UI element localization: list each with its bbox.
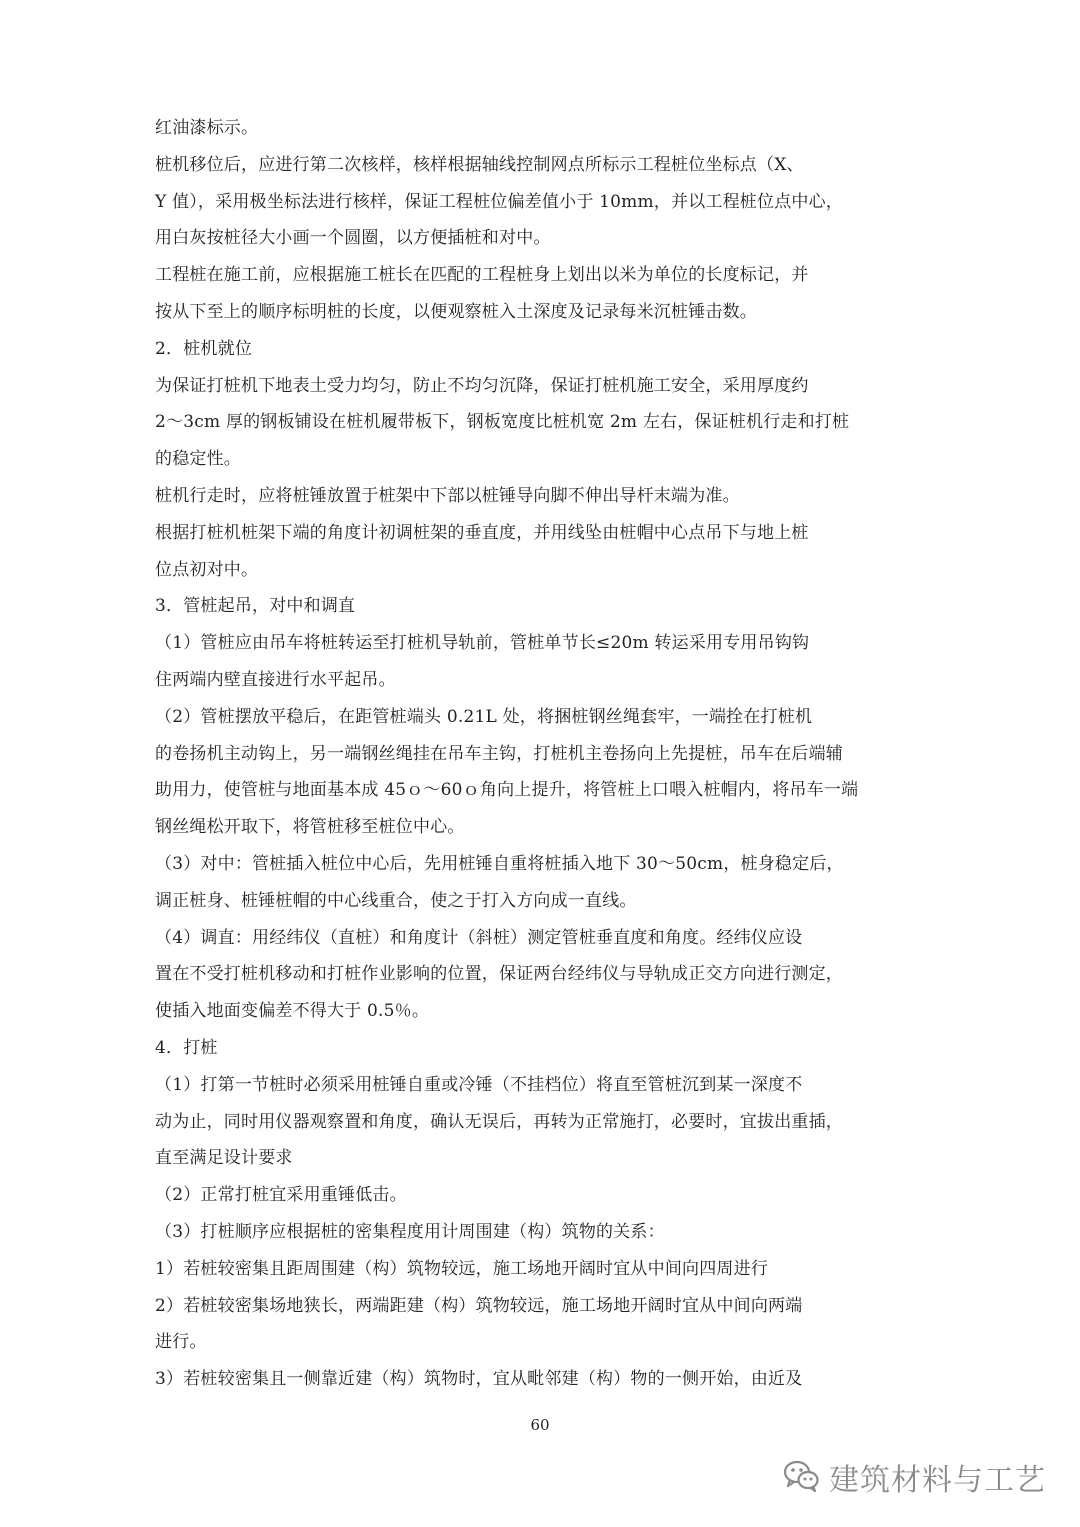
text-line: 桩机行走时，应将桩锤放置于桩架中下部以桩锤导向脚不伸出导杆末端为准。 [155,485,740,506]
watermark-text: 建筑材料与工艺 [829,1463,1046,1498]
text-line: 桩机移位后，应进行第二次核样，核样根据轴线控制网点所标示工程桩位坐标点（X、 [155,154,804,175]
text-line: （3）打桩顺序应根据桩的密集程度用计周围建（构）筑物的关系： [155,1221,665,1242]
text-line: 助用力，使管桩与地面基本成 45ｏ～60ｏ角向上提升，将管桩上口喂入桩帽内，将吊车一端 [155,780,859,801]
text-line: 进行。 [155,1332,207,1353]
text-line: 用白灰按桩径大小画一个圆圈，以方便插桩和对中。 [155,228,551,249]
section-heading: 4．打桩 [155,1037,218,1058]
section-heading: 3．管桩起吊，对中和调直 [155,596,356,617]
page-number: 60 [530,1416,550,1434]
text-line: （3）对中：管桩插入桩位中心后，先用桩锤自重将桩插入地下 30～50cm，桩身稳定后， [155,853,844,874]
text-line: 的卷扬机主动钩上，另一端钢丝绳挂在吊车主钩，打桩机主卷扬向上先提桩，吊车在后端辅 [155,743,843,764]
text-line: 按从下至上的顺序标明桩的长度，以便观察桩入土深度及记录每米沉桩锤击数。 [155,301,757,322]
text-line: （2）管桩摆放平稳后，在距管桩端头 0.21L 处，将捆桩钢丝绳套牢，一端拴在打桩机 [155,706,813,727]
text-line: （1）打第一节桩时必须采用桩锤自重或冷锤（不挂档位）将直至管桩沉到某一深度不 [155,1074,803,1095]
text-line: 为保证打桩机下地表土受力均匀，防止不均匀沉降，保证打桩机施工安全，采用厚度约 [155,375,809,396]
text-line: 使插入地面变偏差不得大于 0.5％。 [155,1001,430,1022]
text-line: 红油漆标示。 [155,118,259,138]
text-line: 工程桩在施工前，应根据施工桩长在匹配的工程桩身上划出以米为单位的长度标记，并 [155,265,809,286]
text-line: 1）若桩较密集且距周围建（构）筑物较远，施工场地开阔时宜从中间向四周进行 [155,1258,769,1279]
text-line: 3）若桩较密集且一侧靠近建（构）筑物时，宜从毗邻建（构）物的一侧开始，由近及 [155,1369,803,1390]
text-line: 2）若桩较密集场地狭长，两端距建（构）筑物较远，施工场地开阔时宜从中间向两端 [155,1295,803,1316]
section-heading: 2．桩机就位 [155,338,253,359]
text-line: 动为止，同时用仪器观察置和角度，确认无误后，再转为正常施打，必要时，宜拔出重插， [155,1111,843,1132]
text-line: 的稳定性。 [155,449,241,470]
text-line: 直至满足设计要求 [155,1148,293,1169]
text-line: 钢丝绳松开取下，将管桩移至桩位中心。 [155,817,465,838]
watermark [781,1455,1046,1499]
text-line: （1）管桩应由吊车将桩转运至打桩机导轨前，管桩单节长≤20m 转运采用专用吊钩钩 [155,633,810,654]
text-line: 置在不受打桩机移动和打桩作业影响的位置，保证两台经纬仪与导轨成正交方向进行测定， [155,964,843,985]
text-line: Y 值），采用极坐标法进行核样，保证工程桩位偏差值小于 10mm，并以工程桩位点中心， [155,191,844,212]
text-line: （2）正常打桩宜采用重锤低击。 [155,1185,407,1206]
text-line: 位点初对中。 [155,559,259,580]
wechat-icon [781,1455,829,1499]
text-line: 2～3cm 厚的钢板铺设在桩机履带板下，钢板宽度比桩机宽 2m 左右，保证桩机行走和打桩 [155,412,850,433]
text-line: 根据打桩机桩架下端的角度计初调桩架的垂直度，并用线坠由桩帽中心点吊下与地上桩 [155,522,809,543]
text-line: 住两端内壁直接进行水平起吊。 [155,669,396,690]
text-line: 调正桩身、桩锤桩帽的中心线重合，使之于打入方向成一直线。 [155,890,637,911]
document-body [155,110,935,1398]
text-line: （4）调直：用经纬仪（直桩）和角度计（斜桩）测定管桩垂直度和角度。经纬仪应设 [155,927,803,948]
